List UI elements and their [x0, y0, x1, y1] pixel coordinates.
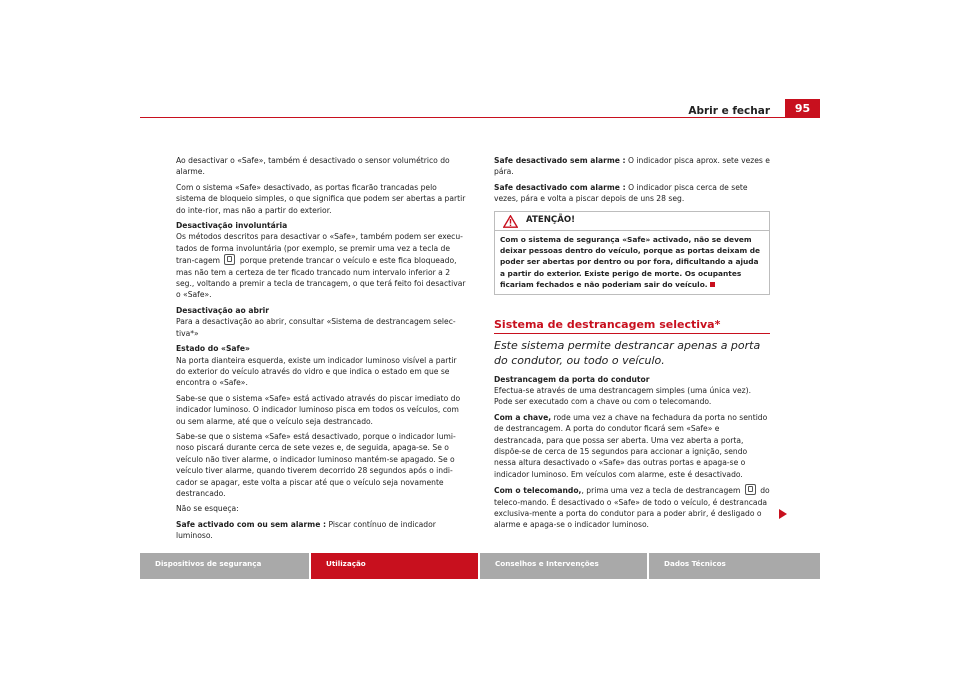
section-title: Sistema de destrancagem selectiva*	[494, 319, 770, 333]
inline-label: Safe desactivado sem alarme :	[494, 156, 626, 165]
inline-label: Safe desactivado com alarme :	[494, 182, 626, 192]
paragraph-text: do teleco-mando. É desactivado o «Safe» de todo o veículo, é destrancada exclusiva-mente a porta do condutor para a poder abrir, é desligado o alarme e apaga-se o indicador luminoso.	[494, 486, 770, 530]
tab-dispositivos-de-seguranca[interactable]: Dispositivos de segurança	[140, 553, 309, 579]
paragraph	[494, 484, 770, 531]
paragraph	[494, 412, 770, 480]
subheading: Desactivação involuntária	[176, 221, 288, 231]
paragraph	[176, 519, 468, 542]
warning-title: ATENÇÃO!	[526, 215, 576, 226]
tab-dados-tecnicos[interactable]: Dados Técnicos	[649, 553, 820, 579]
footer-nav	[140, 553, 820, 579]
left-column	[176, 155, 468, 546]
next-page-arrow-icon[interactable]	[779, 509, 787, 519]
right-column	[494, 155, 770, 535]
paragraph: Não se esqueça:	[176, 504, 239, 514]
paragraph	[494, 182, 770, 205]
paragraph: Sabe-se que o sistema «Safe» está desactivado, porque o indicador lumi-noso piscará durante cerca de sete vezes e, de seguida, apaga-se. Se o veículo não tiver alarme, o indicador luminoso mantém-se apagado. Se o veículo tiver alarme, quando tiverem decorrido 28 segundos após o indi-cador se apagar, este volta a piscar até que o veículo seja novamente destrancado.	[176, 431, 456, 498]
paragraph: Sabe-se que o sistema «Safe» está activado através do piscar imediato do indicador luminoso. O indicador luminoso pisca em todos os veículos, com ou sem alarme, até que o veículo seja destrancado.	[176, 393, 461, 426]
paragraph	[176, 231, 468, 300]
paragraph: Ao desactivar o «Safe», também é desactivado o sensor volumétrico do alarme.	[176, 156, 450, 177]
subheading: Estado do «Safe»	[176, 344, 250, 354]
tab-utilizacao[interactable]: Utilização	[311, 553, 478, 579]
lock-key-icon	[224, 254, 235, 265]
inline-label: Com o telecomando,	[494, 486, 582, 496]
paragraph-text: , prima uma vez a tecla de destrancagem	[581, 486, 741, 496]
paragraph-text: rode uma vez a chave na fechadura da porta no sentido de destrancagem. A porta do condutor ficará sem «Safe» e destrancada, para que possa ser aberta. Uma vez aberta a porta, dispõe-se de cerca de 15 segundos para accionar a ignição, sendo nessa altura desactivado o «Safe» das outras portas e apaga-se o indicador luminoso. Em veículos com alarme, este é desactivado.	[494, 412, 768, 479]
paragraph: Com o sistema «Safe» desactivado, as portas ficarão trancadas pelo sistema de bloqueio simples, o que significa que podem ser abertas a partir do inte-rior, mas não a partir do exterior.	[176, 182, 466, 215]
warning-body: Com o sistema de segurança «Safe» activado, não se devem deixar pessoas dentro do veículo, porque as portas deixam de poder ser abertas por dentro ou por fora, dificultando a ajuda a partir do exterior. Existe perigo de morte. Os ocupantes ficariam fechados e não poderiam sair do veículo.	[500, 234, 761, 289]
warning-text	[500, 234, 764, 290]
paragraph-text: Piscar contínuo de indicador luminoso.	[176, 519, 436, 541]
paragraph-text: Os métodos descritos para desactivar o «Safe», também podem ser execu-tados de forma involuntária (por exemplo, se premir uma vez a tecla de tran-cagem	[176, 232, 463, 266]
paragraph	[494, 155, 770, 178]
paragraph-text: O indicador pisca cerca de sete vezes, pára e volta a piscar depois de uns 28 seg.	[494, 182, 748, 204]
inline-label: Com a chave,	[494, 412, 552, 422]
subheading: Desactivação ao abrir	[176, 305, 270, 315]
warning-header	[495, 215, 769, 231]
paragraph-text: porque pretende trancar o veículo e este fica bloqueado, mas não tem a certeza de ter ficado trancado num intervalo inferior a 2 seg., voltando a premir a tecla de trancagem, o que terá feito foi desactivar o «Safe».	[176, 256, 466, 300]
subheading: Destrancagem da porta do condutor	[494, 374, 650, 384]
page-header-title: Abrir e fechar	[688, 105, 770, 117]
paragraph: Para a desactivação ao abrir, consultar «Sistema de destrancagem selec-tiva*»	[176, 317, 456, 338]
warning-triangle-icon	[503, 215, 518, 228]
end-mark-icon	[710, 282, 715, 287]
paragraph-text: O indicador pisca aprox. sete vezes e pára.	[494, 156, 770, 177]
unlock-key-icon	[745, 484, 756, 495]
paragraph: Na porta dianteira esquerda, existe um indicador luminoso visível a partir do exterior do veículo através do vidro e que indica o estado em que se encontra o «Safe».	[176, 355, 457, 388]
paragraph: Efectua-se através de uma destrancagem simples (uma única vez). Pode ser executado com a chave ou com o telecomando.	[494, 385, 751, 407]
header-rule	[140, 117, 820, 118]
section-lead: Este sistema permite destrancar apenas a porta do condutor, ou todo o veículo.	[494, 338, 761, 367]
page-number: 95	[785, 99, 820, 118]
warning-box	[494, 211, 770, 295]
inline-label: Safe activado com ou sem alarme :	[176, 519, 327, 529]
tab-conselhos-e-intervencoes[interactable]: Conselhos e Intervenções	[480, 553, 647, 579]
